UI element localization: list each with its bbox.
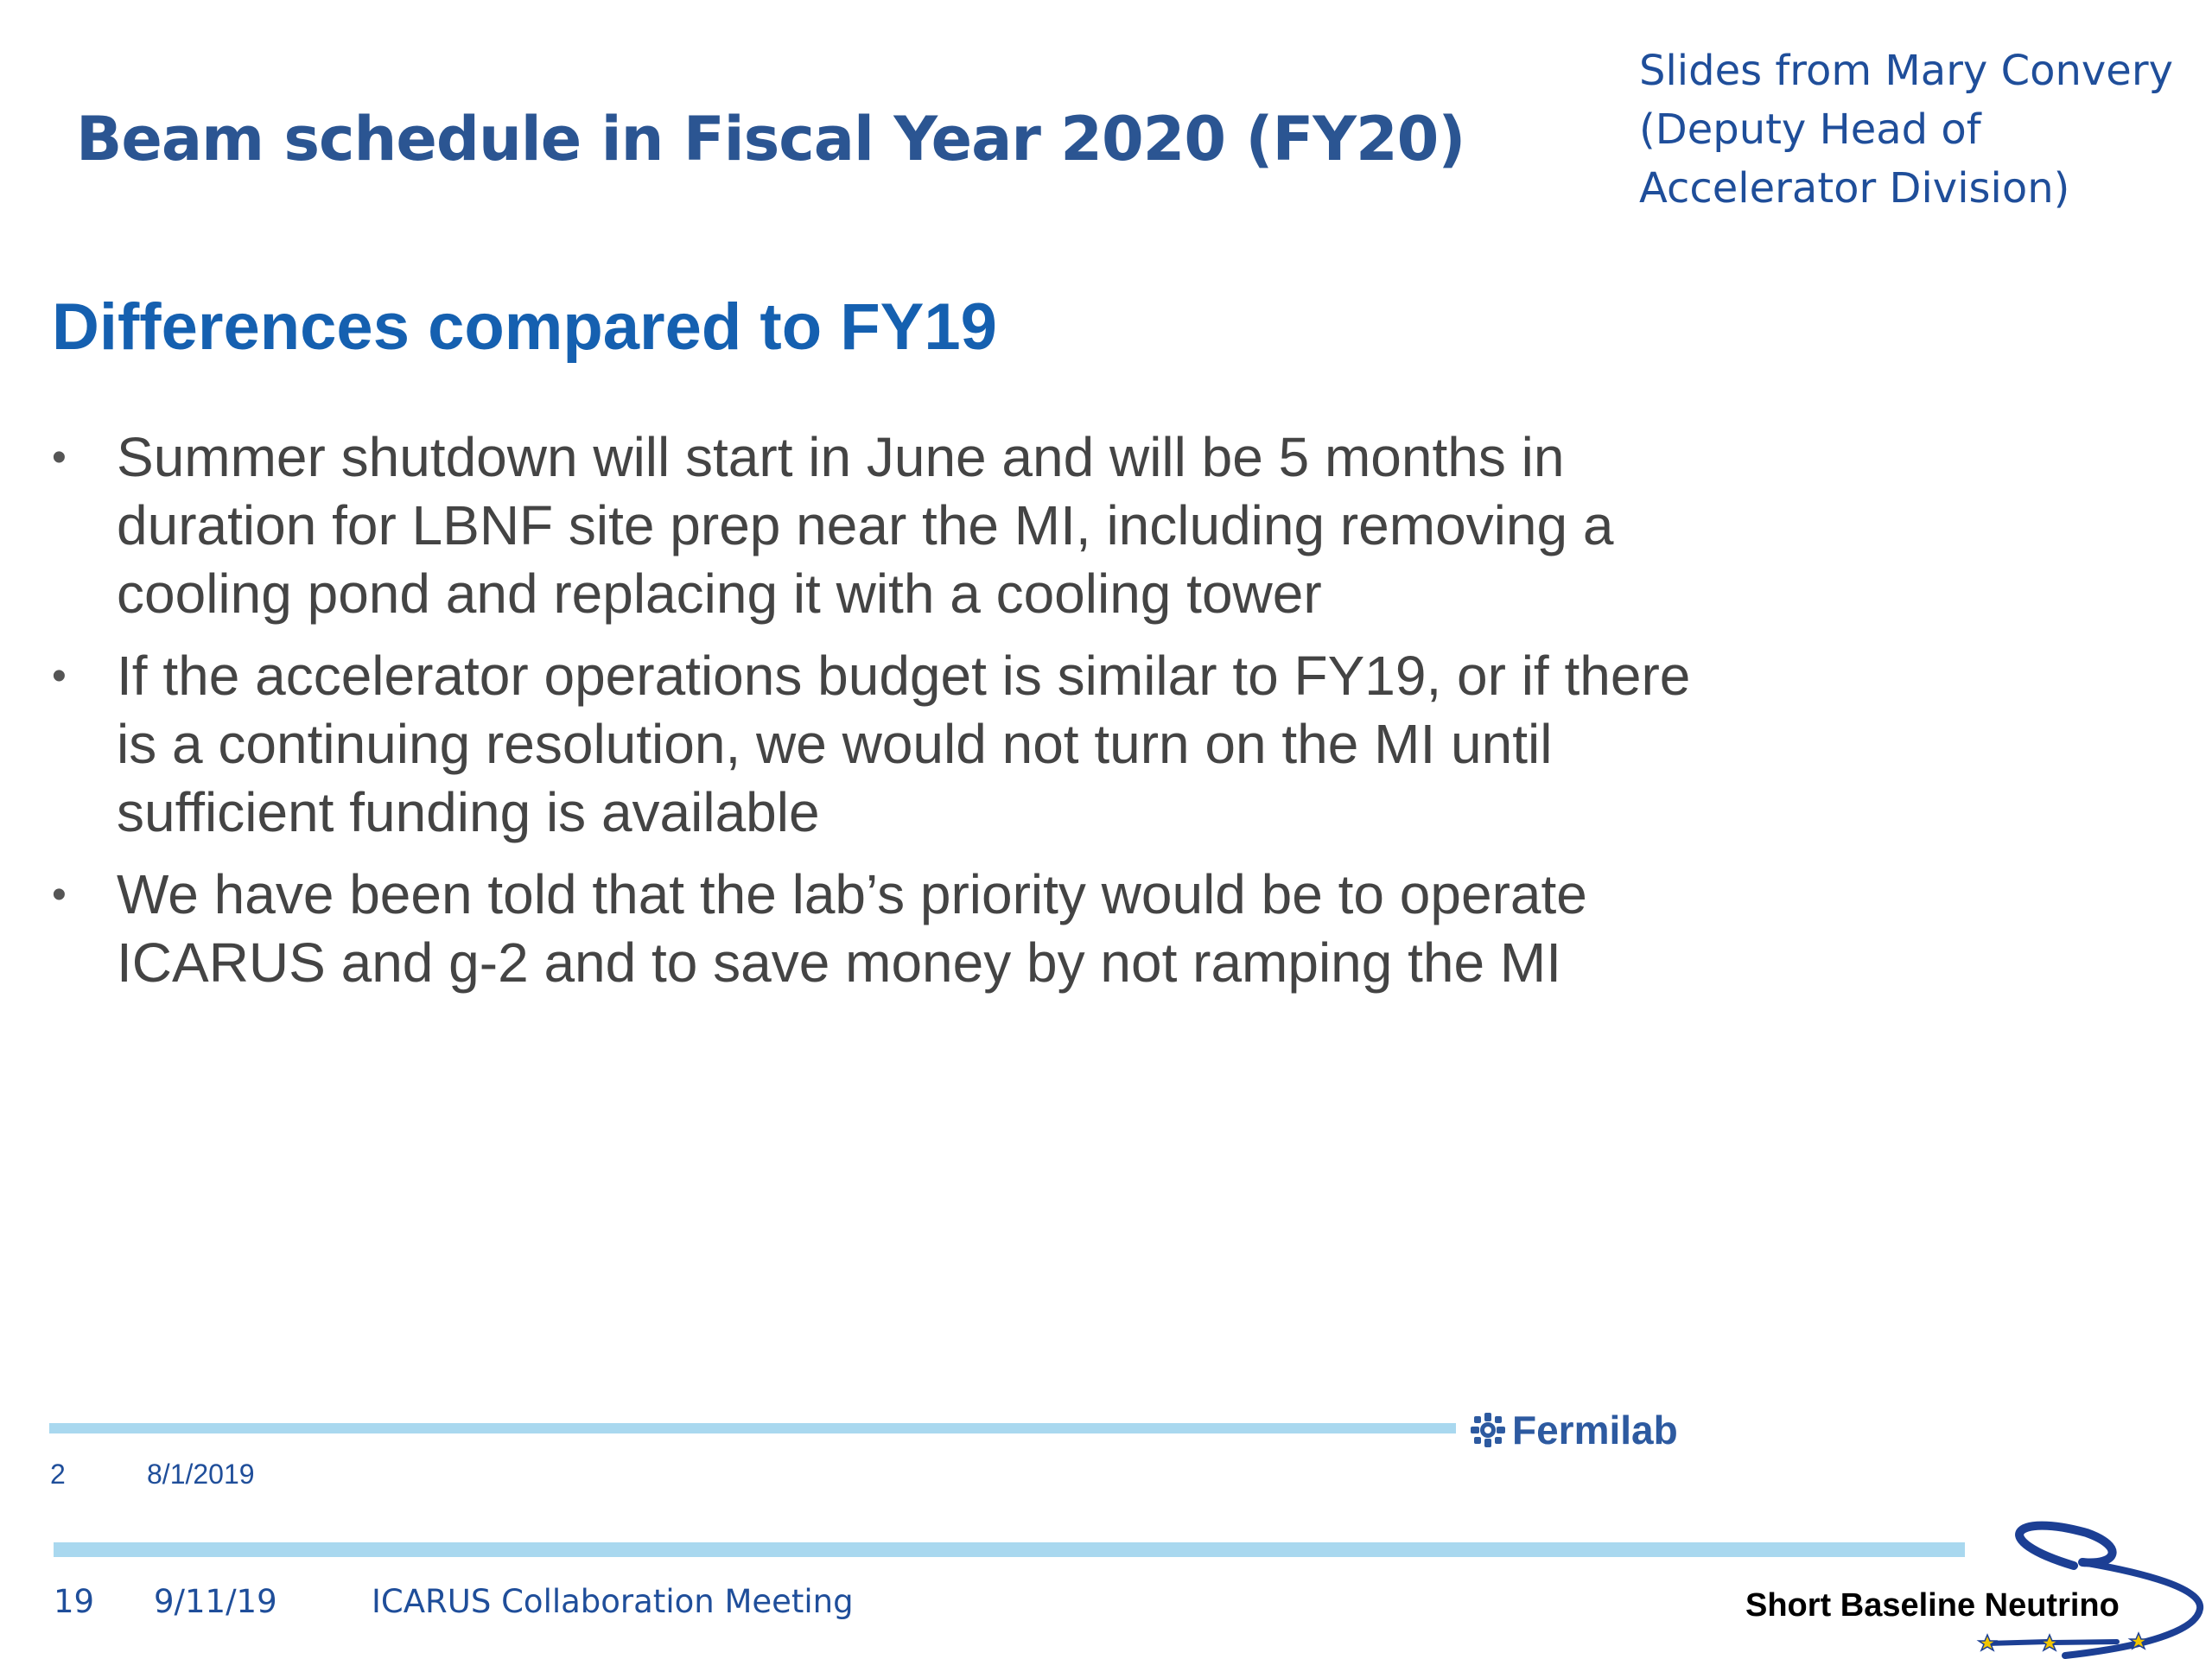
footer-date: 9/11/19 xyxy=(154,1583,277,1620)
fermilab-icon xyxy=(1469,1411,1507,1449)
bullet-text: If the accelerator operations budget is similar to FY19, or if there is a continuing resolution, we would not turn on the MI until sufficient funding is available xyxy=(117,645,1691,843)
embedded-slide-divider xyxy=(49,1423,1456,1433)
embedded-slide-subtitle: Differences compared to FY19 xyxy=(52,290,997,364)
bullet-dot-icon: • xyxy=(52,435,67,480)
footer-divider xyxy=(54,1542,1965,1557)
slide-credit: Slides from Mary Convery (Deputy Head of Accelerator Division) xyxy=(1639,47,2173,213)
bullet-list xyxy=(52,423,1694,1011)
bullet-dot-icon: • xyxy=(52,653,67,699)
bullet-dot-icon: • xyxy=(52,872,67,918)
bullet-item xyxy=(52,423,1694,628)
bullet-text: Summer shutdown will start in June and will be 5 months in duration for LBNF site prep near the MI, including removing a cooling pond and replacing it with a cooling tower xyxy=(117,426,1614,625)
bullet-item xyxy=(52,861,1694,997)
bullet-item xyxy=(52,642,1694,847)
fermilab-logo-text: Fermilab xyxy=(1512,1408,1678,1452)
embedded-page-number: 2 xyxy=(50,1459,66,1490)
sbn-logo-text: Short Baseline Neutrino xyxy=(1745,1587,2120,1624)
bullet-text: We have been told that the lab’s priority would be to operate ICARUS and g-2 and to save money by not ramping the MI xyxy=(117,863,1587,994)
embedded-date: 8/1/2019 xyxy=(147,1459,255,1490)
footer-meeting: ICARUS Collaboration Meeting xyxy=(372,1583,854,1620)
fermilab-logo xyxy=(1469,1407,1678,1453)
footer-page-number: 19 xyxy=(54,1583,95,1620)
slide-title: Beam schedule in Fiscal Year 2020 (FY20) xyxy=(76,104,1465,175)
